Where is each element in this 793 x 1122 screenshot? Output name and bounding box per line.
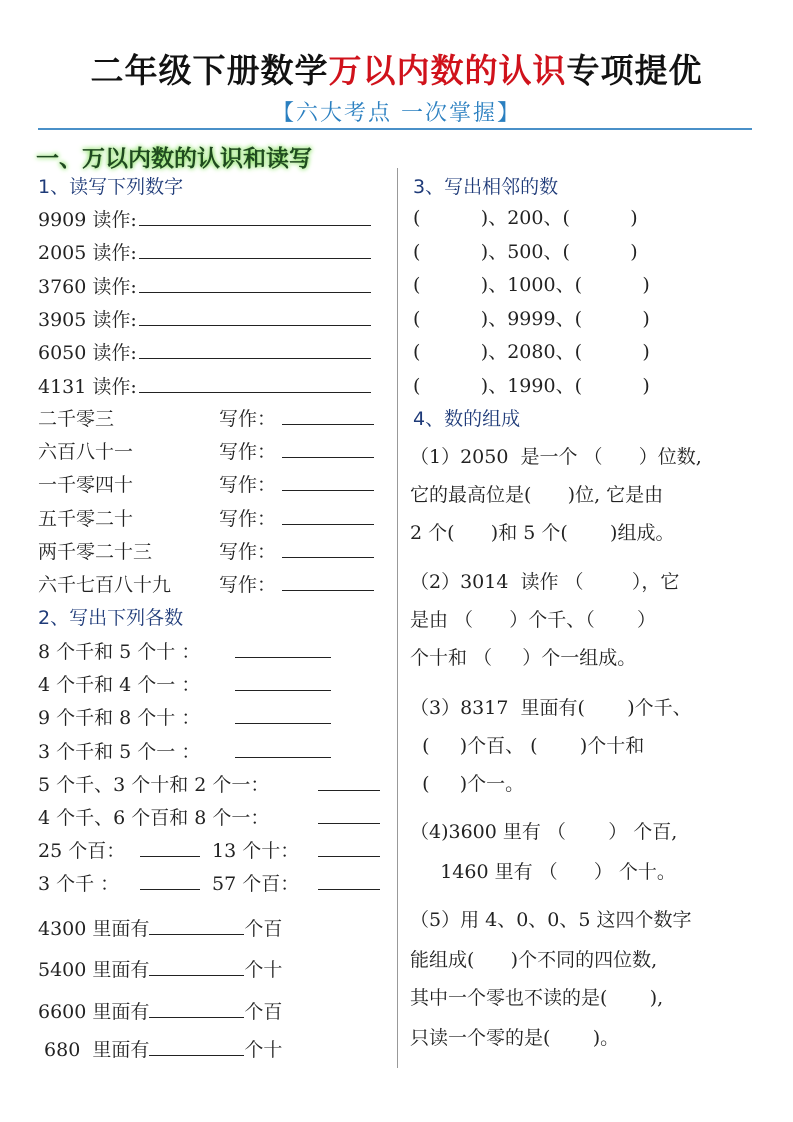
contains-unit: 个十 (244, 959, 283, 981)
write-field (219, 572, 374, 598)
composition-line (410, 645, 636, 671)
heading-text: 2、写出下列各数 (38, 607, 184, 629)
contains-row (38, 957, 282, 983)
write-field (219, 472, 374, 498)
composition-text: 是由 （ ）个千、（ ） (410, 609, 657, 631)
write-label: 五千零二十 (38, 507, 134, 530)
answer-blank[interactable] (235, 739, 331, 758)
write-field (219, 506, 374, 532)
composition-text: （2）3014 读作 （ ），它 (410, 571, 680, 593)
compose-label: 4 个千、6 个百和 8 个一： (38, 807, 270, 829)
write-row (38, 406, 114, 432)
adjacent-row (413, 239, 638, 265)
write-label: 六千七百八十九 (38, 574, 172, 596)
composition-text: ( )个一。 (410, 773, 525, 795)
answer-blank[interactable] (140, 871, 200, 890)
pair-label: 57 个百： (212, 873, 300, 896)
read-row (38, 240, 371, 266)
answer-blank[interactable] (282, 406, 374, 425)
write-label: 两千零二十三 (38, 540, 153, 563)
read-row (38, 340, 371, 366)
q3-heading (413, 174, 558, 200)
contains-unit: 个百 (244, 1001, 283, 1023)
answer-blank[interactable] (139, 240, 371, 259)
write-prefix: 写作： (219, 574, 277, 596)
adjacent-text: ( )、9999、( ) (413, 307, 650, 330)
section-heading: 一、万以内数的认识和读写 (36, 146, 312, 172)
compose-row (38, 772, 269, 798)
answer-blank[interactable] (282, 572, 374, 591)
answer-blank[interactable] (149, 916, 244, 935)
composition-line (410, 819, 677, 845)
composition-text: （1）2050 是一个 （ ）位数, (410, 446, 702, 468)
write-field (219, 439, 374, 465)
pair-row (38, 871, 119, 897)
heading-text: 1、读写下列数字 (38, 176, 184, 198)
answer-blank[interactable] (149, 999, 244, 1018)
column-divider (397, 168, 398, 1068)
write-prefix: 写作： (219, 474, 277, 497)
answer-blank[interactable] (140, 838, 200, 857)
contains-label: 4300 里面有 (38, 918, 150, 940)
pair-label: 3 个千 ： (38, 873, 120, 896)
pair-field (318, 838, 380, 864)
read-label: 2005 读作: (38, 242, 137, 265)
adjacent-text: ( )、1990、( ) (413, 375, 650, 397)
adjacent-text: ( )、2080、( ) (413, 341, 650, 364)
read-row (38, 274, 371, 300)
header-rule (38, 128, 752, 130)
answer-blank[interactable] (139, 374, 371, 393)
composition-text: 其中一个零也不读的是( ), (410, 987, 664, 1009)
composition-line (410, 859, 676, 885)
compose-row (38, 739, 200, 765)
answer-blank[interactable] (282, 472, 374, 491)
compose-label: 5 个千、3 个十和 2 个一： (38, 773, 270, 796)
composition-text: （3）8317 里面有( )个千、 (410, 697, 692, 719)
compose-label: 4 个千和 4 个一 ： (38, 674, 201, 697)
pair-field (140, 871, 200, 897)
answer-blank[interactable] (235, 672, 331, 691)
contains-row (38, 999, 282, 1025)
composition-line (410, 733, 644, 759)
composition-text: （5）用 4、0、0、5 这四个数字 (410, 909, 692, 931)
adjacent-row (413, 373, 650, 399)
answer-blank[interactable] (282, 506, 374, 525)
heading-text: 3、写出相邻的数 (413, 176, 559, 198)
write-label: 二千零三 (38, 408, 115, 430)
write-field (219, 539, 374, 565)
composition-line (410, 569, 679, 595)
read-label: 6050 读作: (38, 342, 137, 365)
write-label: 六百八十一 (38, 441, 134, 464)
adjacent-text: ( )、1000、( ) (413, 274, 650, 297)
composition-line (410, 771, 524, 797)
answer-blank[interactable] (149, 1037, 244, 1056)
adjacent-row (413, 306, 650, 332)
pair-label: 25 个百： (38, 840, 126, 862)
compose-row (38, 639, 200, 665)
write-prefix: 写作： (219, 441, 277, 464)
composition-text: 能组成( )个不同的四位数, (410, 949, 658, 971)
subtitle: 【六大考点 一次掌握】 (272, 101, 521, 126)
answer-blank[interactable] (318, 805, 380, 824)
composition-line (410, 1025, 619, 1051)
contains-label: 680 里面有 (38, 1039, 150, 1061)
q2-heading (38, 605, 183, 631)
composition-line (410, 607, 656, 633)
composition-line (410, 985, 663, 1011)
composition-line (410, 907, 692, 933)
compose-row (38, 672, 200, 698)
write-prefix: 写作： (219, 540, 277, 563)
contains-unit: 个百 (244, 918, 283, 940)
contains-label: 6600 里面有 (38, 1001, 150, 1023)
contains-row (38, 1037, 282, 1063)
answer-blank[interactable] (139, 274, 371, 293)
compose-field (235, 639, 331, 665)
adjacent-row (413, 272, 650, 298)
adjacent-text: ( )、500、( ) (413, 240, 638, 263)
pair-field (140, 838, 200, 864)
composition-line (410, 444, 702, 470)
write-row (38, 506, 133, 532)
composition-line (410, 520, 674, 546)
composition-line (410, 482, 663, 508)
q4-heading (413, 406, 520, 432)
compose-label: 8 个千和 5 个十 ： (38, 641, 201, 663)
answer-blank[interactable] (139, 307, 371, 326)
composition-text: 只读一个零的是( )。 (410, 1027, 620, 1049)
pair-row (212, 838, 299, 864)
write-label: 一千零四十 (38, 474, 134, 497)
compose-field (235, 739, 331, 765)
composition-text: ( )个百、 ( )个十和 (410, 735, 645, 757)
read-row (38, 207, 371, 233)
compose-field (318, 772, 380, 798)
composition-text: 个十和 （ ）个一组成。 (410, 647, 637, 669)
write-row (38, 439, 133, 465)
adjacent-row (413, 339, 650, 365)
composition-line (410, 695, 692, 721)
adjacent-row (413, 205, 638, 231)
compose-row (38, 805, 269, 831)
answer-blank[interactable] (235, 705, 331, 724)
contains-unit: 个十 (244, 1039, 283, 1061)
compose-field (235, 672, 331, 698)
composition-line (410, 947, 657, 973)
adjacent-text: ( )、200、( ) (413, 207, 638, 229)
q1-heading (38, 174, 183, 200)
pair-field (318, 871, 380, 897)
read-label: 3760 读作: (38, 275, 137, 298)
write-prefix: 写作： (219, 408, 277, 430)
answer-blank[interactable] (318, 772, 380, 791)
compose-label: 9 个千和 8 个十 ： (38, 707, 201, 730)
composition-text: 2 个( )和 5 个( )组成。 (410, 522, 675, 544)
composition-text: 1460 里有 （ ） 个十。 (410, 861, 676, 883)
write-row (38, 539, 152, 565)
read-label: 4131 读作: (38, 375, 137, 398)
answer-blank[interactable] (149, 957, 244, 976)
compose-field (318, 805, 380, 831)
write-field (219, 406, 374, 432)
write-prefix: 写作： (219, 507, 277, 530)
compose-row (38, 705, 200, 731)
compose-field (235, 705, 331, 731)
page-title: 二年级下册数学万以内数的认识专项提优 (90, 51, 703, 90)
answer-blank[interactable] (235, 639, 331, 658)
composition-text: （4)3600 里有 （ ） 个百, (410, 821, 678, 843)
contains-row (38, 916, 282, 942)
composition-text: 它的最高位是( )位, 它是由 (410, 484, 664, 506)
read-label: 3905 读作: (38, 308, 137, 331)
read-label: 9909 读作: (38, 209, 137, 231)
contains-label: 5400 里面有 (38, 959, 150, 981)
answer-blank[interactable] (139, 340, 371, 359)
write-row (38, 572, 171, 598)
pair-label: 13 个十： (212, 840, 300, 862)
heading-text: 4、数的组成 (413, 408, 521, 430)
read-row (38, 374, 371, 400)
answer-blank[interactable] (318, 871, 380, 890)
compose-label: 3 个千和 5 个一 ： (38, 740, 201, 763)
pair-row (212, 871, 299, 897)
write-row (38, 472, 133, 498)
pair-row (38, 838, 125, 864)
answer-blank[interactable] (139, 207, 371, 226)
answer-blank[interactable] (282, 439, 374, 458)
answer-blank[interactable] (318, 838, 380, 857)
answer-blank[interactable] (282, 539, 374, 558)
read-row (38, 307, 371, 333)
